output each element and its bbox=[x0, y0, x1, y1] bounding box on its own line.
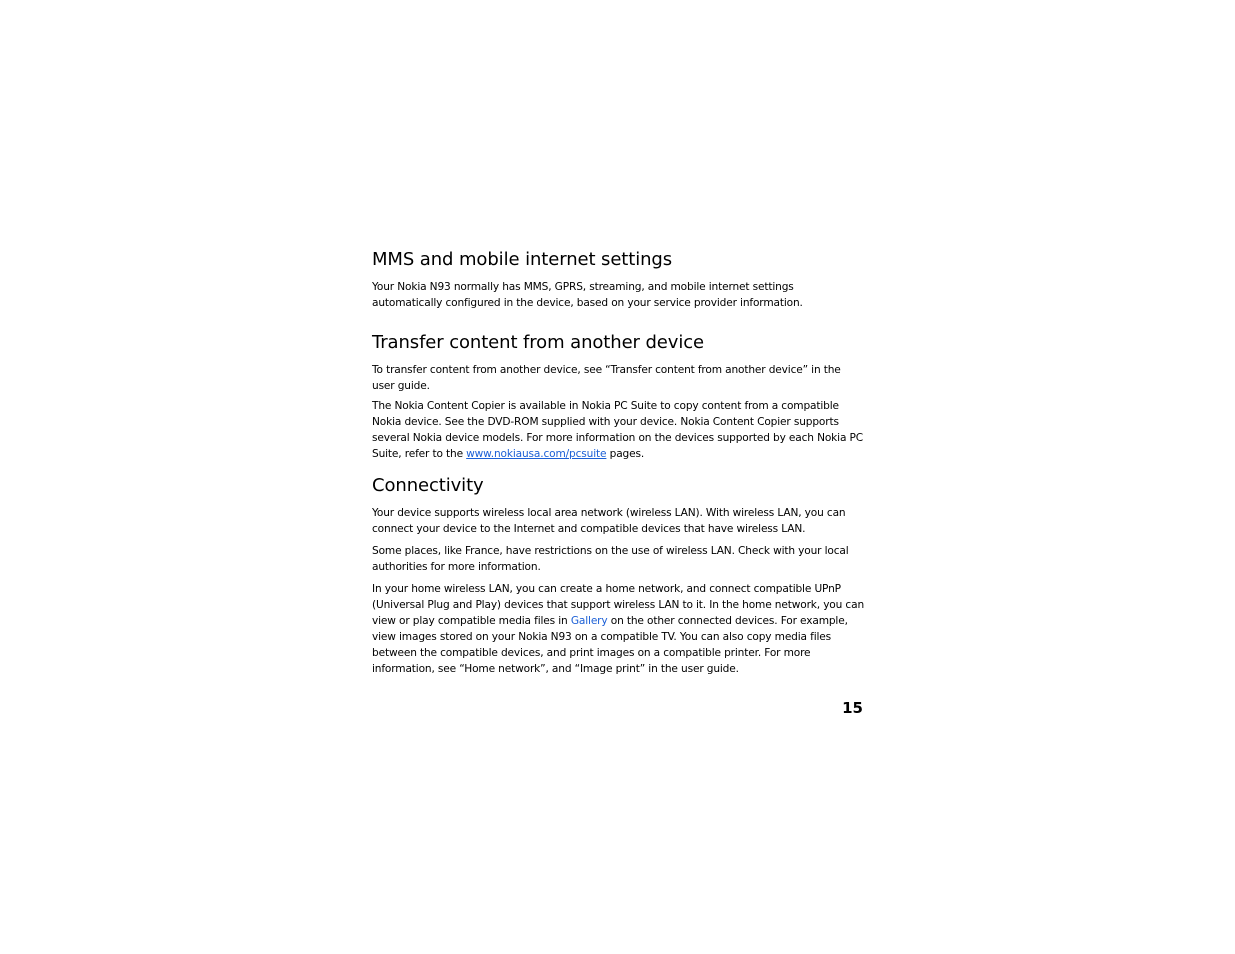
heading-mms-settings: MMS and mobile internet settings bbox=[372, 249, 673, 270]
connectivity-paragraph-2: Some places, like France, have restrictions on the use of wireless LAN. Check with your local authorities for more information. bbox=[372, 545, 849, 573]
pcsuite-link[interactable]: www.nokiausa.com/pcsuite bbox=[466, 448, 607, 460]
transfer-paragraph-1: To transfer content from another device, see “Transfer content from another device” in the user guide. bbox=[372, 364, 841, 392]
transfer-paragraph-2 bbox=[372, 398, 864, 462]
section-connectivity bbox=[372, 474, 864, 677]
connectivity-paragraph-3 bbox=[372, 581, 864, 677]
connectivity-paragraph-3-text: In your home wireless LAN, you can create a home network, and connect compatible UPnP (Universal Plug and Play) devices that support wireless LAN to it. In the home network, you can view or play compatible media files in bbox=[372, 583, 865, 627]
connectivity-paragraph-3-tail: on the other connected devices. For example, view images stored on your Nokia N93 on a compatible TV. You can also copy media files between the compatible devices, and print images on a compatible printer. For more information, see “Home network”, and “Image print” in the user guide. bbox=[372, 615, 848, 675]
transfer-paragraph-2-tail: pages. bbox=[606, 448, 645, 460]
transfer-paragraph-2-text: The Nokia Content Copier is available in Nokia PC Suite to copy content from a compatible Nokia device. See the DVD-ROM supplied with your device. Nokia Content Copier supports several Nokia device models. For more information on the devices supported by each Nokia PC Suite, refer to the bbox=[372, 400, 864, 460]
gallery-menu-reference: Gallery bbox=[570, 615, 608, 627]
heading-transfer-content: Transfer content from another device bbox=[372, 332, 704, 353]
document-page bbox=[372, 248, 864, 681]
section-mms-settings bbox=[372, 248, 864, 311]
mms-settings-paragraph: Your Nokia N93 normally has MMS, GPRS, streaming, and mobile internet settings automatically configured in the device, based on your service provider information. bbox=[372, 281, 803, 309]
heading-connectivity: Connectivity bbox=[372, 475, 484, 496]
connectivity-paragraph-1: Your device supports wireless local area network (wireless LAN). With wireless LAN, you can connect your device to the Internet and compatible devices that have wireless LAN. bbox=[372, 507, 846, 535]
page-number: 15 bbox=[842, 699, 863, 717]
section-transfer-content bbox=[372, 331, 864, 462]
